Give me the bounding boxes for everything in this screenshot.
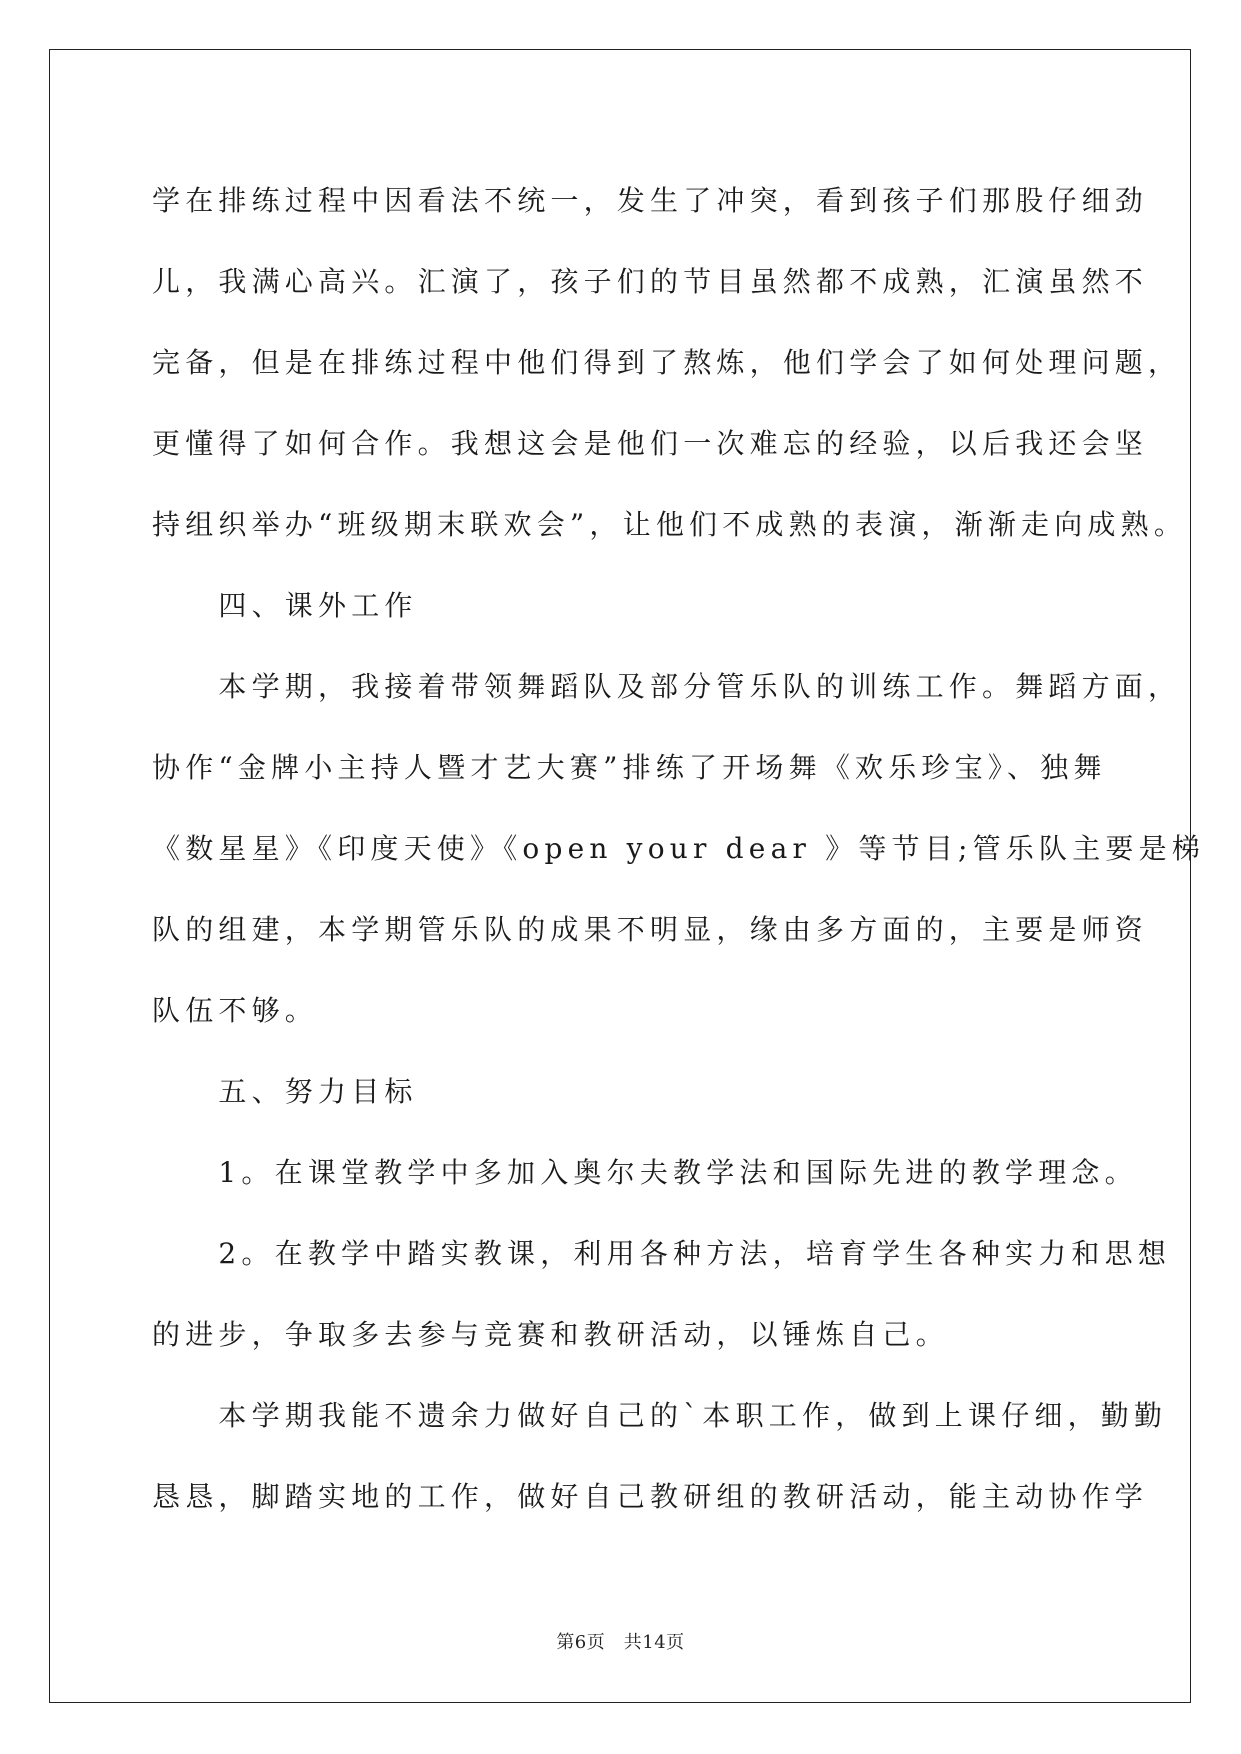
text-line: 队伍不够。: [152, 994, 319, 1027]
text-line: 持组织举办“班级期末联欢会”，让他们不成熟的表演，渐渐走向成熟。: [152, 508, 1188, 541]
page-number-footer: 第6页 共14页: [556, 1632, 685, 1653]
section-heading: 五、努力目标: [152, 1075, 418, 1108]
text-line: 更懂得了如何合作。我想这会是他们一次难忘的经验，以后我还会坚: [152, 427, 1149, 460]
text-line: 完备，但是在排练过程中他们得到了熬炼，他们学会了如何处理问题，: [152, 346, 1182, 379]
text-line: 的进步，争取多去参与竞赛和教研活动，以锤炼自己。: [152, 1318, 949, 1351]
text-line: 儿，我满心高兴。汇演了，孩子们的节目虽然都不成熟，汇演虽然不: [152, 265, 1149, 298]
text-line: 恳恳，脚踏实地的工作，做好自己教研组的教研活动，能主动协作学: [152, 1480, 1149, 1513]
text-line: 队的组建，本学期管乐队的成果不明显，缘由多方面的，主要是师资: [152, 913, 1149, 946]
text-line: 学在排练过程中因看法不统一，发生了冲突，看到孩子们那股仔细劲: [152, 184, 1149, 217]
document-body: [152, 160, 1205, 1537]
text-line: 2。在教学中踏实教课，利用各种方法，培育学生各种实力和思想: [152, 1237, 1172, 1270]
text-line: 本学期，我接着带领舞蹈队及部分管乐队的训练工作。舞蹈方面，: [152, 670, 1182, 703]
text-line: 本学期我能不遗余力做好自己的`本职工作，做到上课仔细，勤勤: [152, 1399, 1168, 1432]
section-heading: 四、课外工作: [152, 589, 418, 622]
text-line: 协作“金牌小主持人暨才艺大赛”排练了开场舞《欢乐珍宝》、独舞: [152, 751, 1107, 784]
text-line: 1。在课堂教学中多加入奥尔夫教学法和国际先进的教学理念。: [152, 1156, 1138, 1189]
text-line: 《数星星》《印度天使》《open your dear 》等节目;管乐队主要是梯: [152, 832, 1205, 865]
